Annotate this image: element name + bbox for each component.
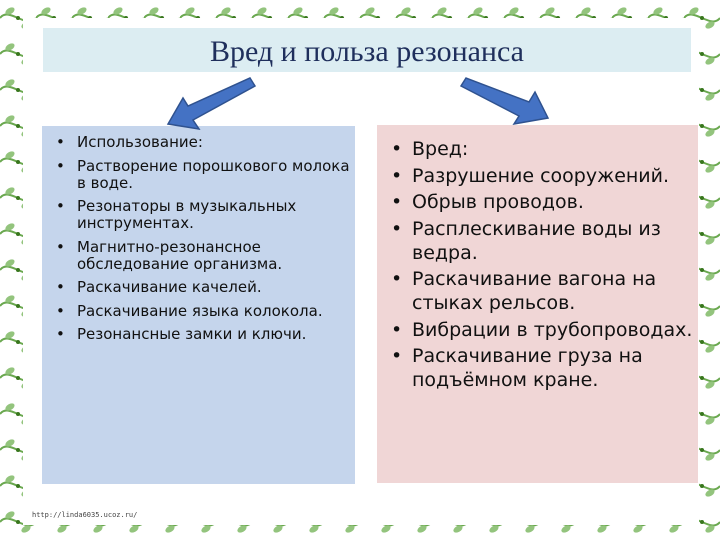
bullet-icon: • — [56, 133, 65, 151]
arrow-down-right-icon — [461, 78, 548, 124]
bullet-icon: • — [391, 138, 403, 160]
list-item: • Раскачивание качелей. — [56, 278, 262, 296]
harm-heading: Вред: — [412, 138, 469, 160]
list-item: • Вибрации в трубопроводах. — [391, 318, 693, 341]
bullet-icon: • — [391, 268, 403, 290]
list-item: • Разрушение сооружений. — [391, 164, 670, 187]
footer-url: http://linda6035.ucoz.ru/ — [32, 511, 138, 519]
list-item: • Раскачивание языка колокола. — [56, 301, 323, 320]
bullet-icon: • — [391, 345, 403, 367]
bullet-icon: • — [56, 325, 65, 343]
list-item: • Магнитно-резонансное обследование организма. — [56, 237, 283, 273]
list-item: • Раскачивание груза на подъёмном кране. — [391, 345, 643, 391]
usage-heading: Использование: — [77, 133, 203, 151]
list-item: • Обрыв проводов. — [391, 191, 584, 213]
list-item: • Резонаторы в музыкальных инструментах. — [56, 197, 297, 232]
list-item: • Растворение порошкового молока в воде. — [56, 156, 350, 192]
list-item: • Расплескивание воды из ведра. — [391, 217, 661, 264]
arrow-down-left-icon — [168, 78, 255, 129]
bullet-icon: • — [391, 164, 403, 187]
bullet-icon: • — [391, 217, 403, 240]
bullet-icon: • — [56, 156, 65, 175]
bullet-icon: • — [391, 318, 403, 341]
bullet-icon: • — [391, 191, 403, 213]
list-item: • Раскачивание вагона на стыках рельсов. — [391, 268, 657, 314]
slide-title: Вред и польза резонанса — [209, 35, 524, 68]
bullet-icon: • — [56, 197, 65, 215]
list-item: • Резонансные замки и ключи. — [56, 325, 307, 343]
bullet-icon: • — [56, 301, 65, 320]
bullet-icon: • — [56, 237, 65, 256]
bullet-icon: • — [56, 278, 65, 296]
